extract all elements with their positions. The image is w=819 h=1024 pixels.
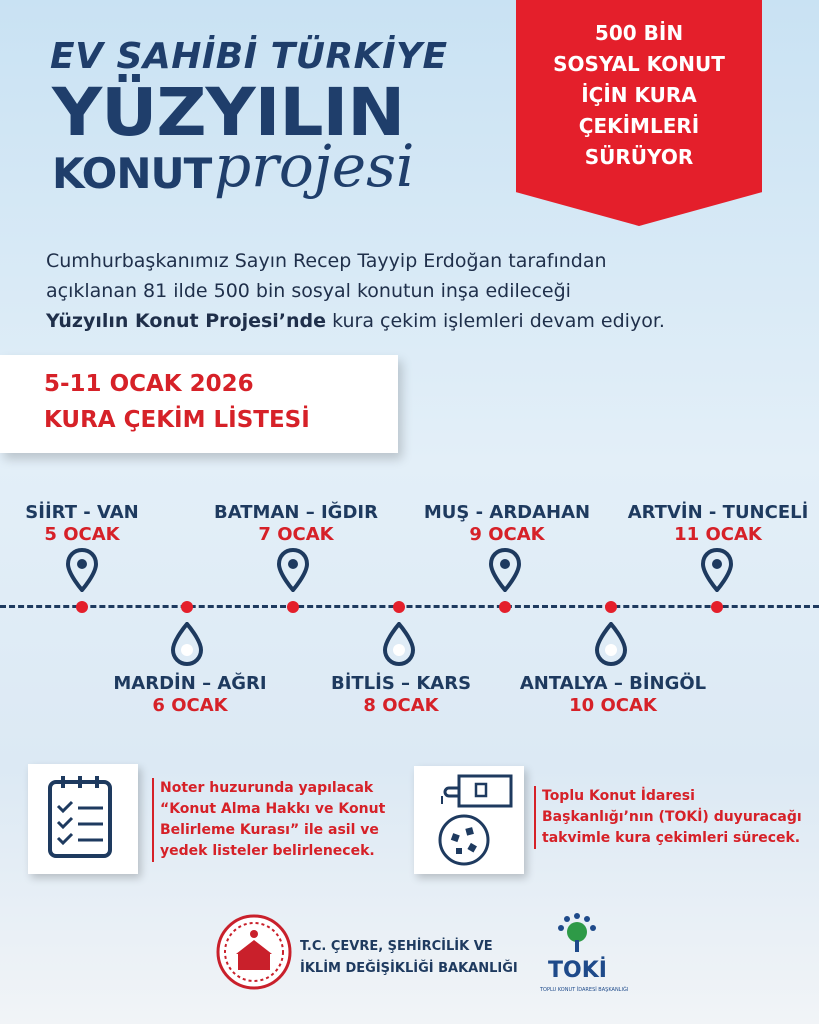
info-line: takvimle kura çekimleri sürecek. <box>542 830 801 846</box>
ribbon-text <box>516 18 762 173</box>
date-card <box>0 355 398 453</box>
intro-rest: kura çekim işlemleri devam ediyor. <box>326 310 665 332</box>
lottery-drum-icon <box>414 766 524 874</box>
ribbon-line: SÜRÜYOR <box>584 145 694 169</box>
event-date: 8 OCAK <box>363 695 439 716</box>
ministry-name <box>300 936 518 980</box>
intro-bold: Yüzyılın Konut Projesi’nde <box>46 310 327 332</box>
event-date: 7 OCAK <box>258 524 334 545</box>
intro-line: açıklanan 81 ilde 500 bin sosyal konutun inşa edileceği <box>46 280 571 302</box>
campaign-title: EV SAHİBİ TÜRKİYE <box>50 36 448 77</box>
ministry-line: İKLİM DEĞİŞİKLİĞİ BAKANLIĞI <box>300 961 518 976</box>
intro-paragraph <box>46 246 766 336</box>
toki-wordmark: TOKİ <box>548 958 607 983</box>
event-date: 11 OCAK <box>674 524 762 545</box>
toki-tree-logo-icon <box>554 910 600 956</box>
headline-main: YÜZYILIN <box>52 74 405 151</box>
ribbon-line: SOSYAL KONUT <box>553 52 725 76</box>
notary-info <box>152 778 385 862</box>
timeline-line <box>0 605 819 608</box>
date-range: 5-11 OCAK 2026 <box>44 371 254 397</box>
info-line: “Konut Alma Hakkı ve Konut <box>160 801 386 817</box>
info-line: Toplu Konut İdaresi <box>542 788 695 804</box>
timeline-dot <box>605 601 617 613</box>
timeline-dot <box>499 601 511 613</box>
event-date: 9 OCAK <box>469 524 545 545</box>
event-cities: MARDİN – AĞRI <box>113 673 267 694</box>
info-line: Belirleme Kurası” ile asil ve <box>160 822 379 838</box>
drop-marker-icon <box>594 622 628 666</box>
lottery-card <box>414 766 524 874</box>
headline-script: projesi <box>214 132 415 200</box>
location-pin-icon <box>488 548 522 592</box>
timeline-dot <box>393 601 405 613</box>
drop-marker-icon <box>382 622 416 666</box>
timeline-dot <box>287 601 299 613</box>
toki-subtitle: TOPLU KONUT İDARESİ BAŞKANLIĞI <box>540 987 629 993</box>
event-cities: MUŞ - ARDAHAN <box>423 502 591 523</box>
event-cities: BİTLİS – KARS <box>330 673 472 694</box>
ministry-emblem-icon <box>216 914 292 990</box>
location-pin-icon <box>65 548 99 592</box>
ribbon-line: İÇİN KURA <box>581 83 697 107</box>
ribbon-line: 500 BİN <box>594 21 684 45</box>
event-date: 6 OCAK <box>152 695 228 716</box>
timeline-dot <box>76 601 88 613</box>
event-cities: ANTALYA – BİNGÖL <box>519 673 707 694</box>
intro-line <box>46 306 766 336</box>
event-date: 10 OCAK <box>569 695 657 716</box>
info-line: Noter huzurunda yapılacak <box>160 780 374 796</box>
location-pin-icon <box>276 548 310 592</box>
event-date: 5 OCAK <box>44 524 120 545</box>
location-pin-icon <box>700 548 734 592</box>
event-cities: ARTVİN - TUNCELİ <box>627 502 809 523</box>
toki-info <box>534 786 802 849</box>
date-card-title: KURA ÇEKİM LİSTESİ <box>44 407 310 433</box>
ministry-line: T.C. ÇEVRE, ŞEHİRCİLİK VE <box>300 939 493 954</box>
intro-line: Cumhurbaşkanımız Sayın Recep Tayyip Erdoğan tarafından <box>46 250 607 272</box>
checklist-card <box>28 764 138 874</box>
ribbon-line: ÇEKİMLERİ <box>578 114 700 138</box>
info-line: yedek listeler belirlenecek. <box>160 843 375 859</box>
timeline-dot <box>181 601 193 613</box>
event-cities: SİİRT - VAN <box>25 502 139 523</box>
event-cities: BATMAN – IĞDIR <box>214 502 378 523</box>
timeline-dot <box>711 601 723 613</box>
headline-sub: KONUT <box>52 149 212 198</box>
clipboard-checklist-icon <box>28 764 138 874</box>
drop-marker-icon <box>170 622 204 666</box>
info-line: Başkanlığı’nın (TOKİ) duyuracağı <box>542 809 802 825</box>
